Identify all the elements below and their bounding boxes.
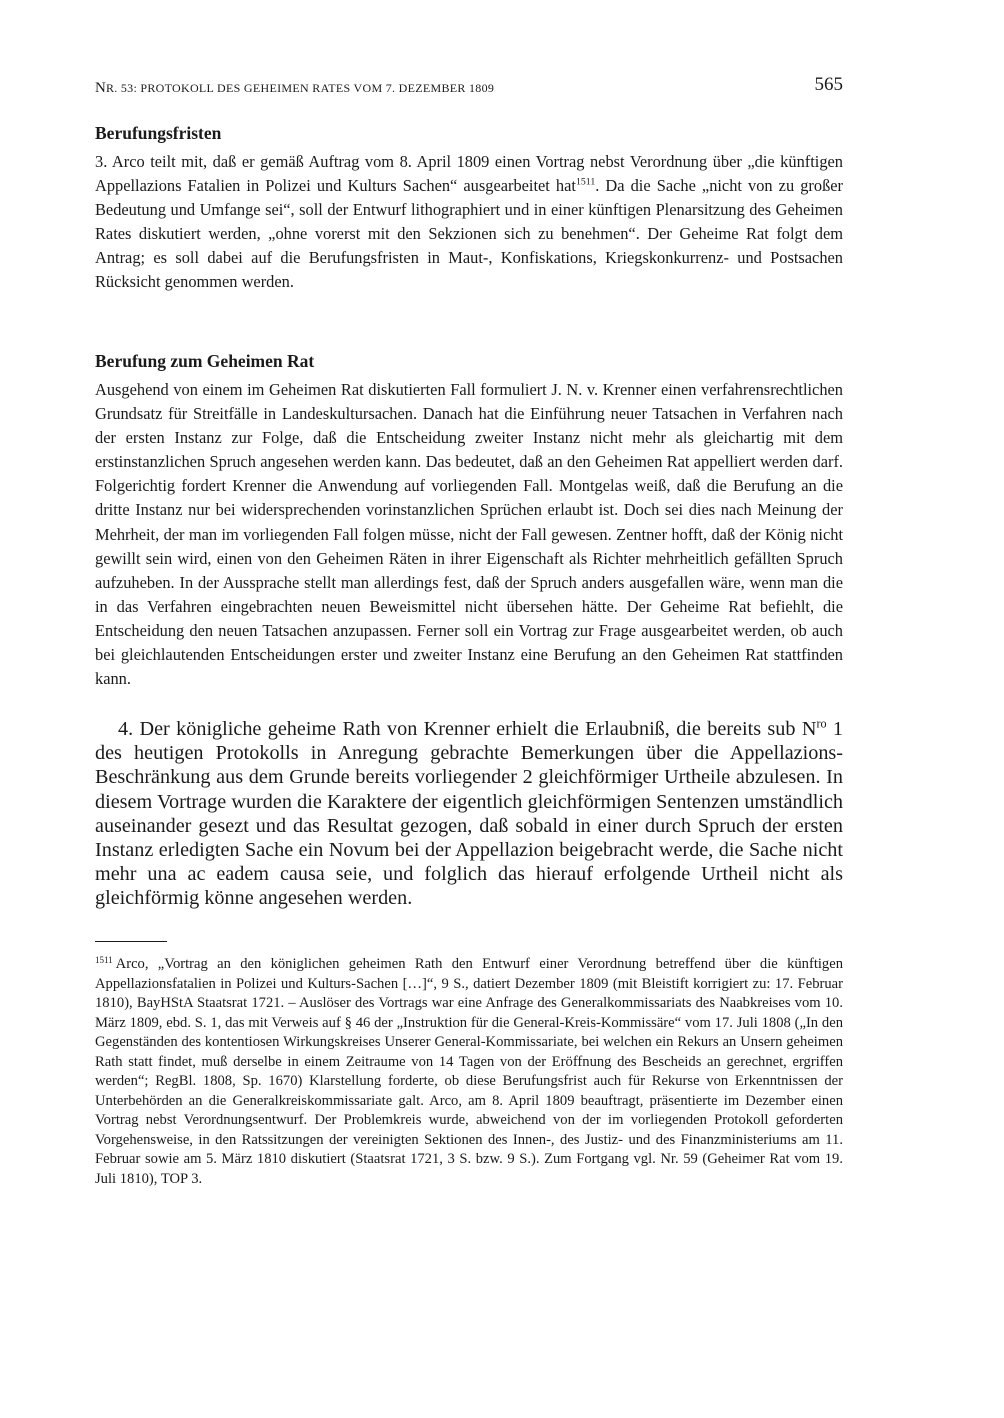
page-number: 565 — [814, 74, 843, 95]
page-header — [95, 72, 843, 102]
source-text-part1: 4. Der königliche geheime Rath von Krenner erhielt die Erlaubniß, die bereits sub N — [118, 718, 817, 740]
section-summary-berufungsfristen — [95, 150, 843, 295]
summary-text-part1: 3. Arco teilt mit, daß er gemäß Auftrag vom 8. April 1809 einen Vortrag nebst Verordnung über „die künftigen Appellazions Fatalien in Polizei und Kulturs Sachen“ ausgearbeitet hat — [95, 152, 843, 196]
protocol-source-text — [95, 717, 843, 911]
summary-text-part2: . Da die Sache „nicht von zu großer Bedeutung und Umfange sei“, soll der Entwurf lithographiert und in einer künftigen Plenarsitzung des Geheimen Rates diskutiert werden, „ohne vorerst mit den Sekzionen sich zu benehmen“. Der Geheime Rat folgt dem Antrag; es soll dabei auf die Berufungsfristen in Maut-, Konfiskations, Kriegskonkurrenz- und Postsachen Rücksicht genommen werden. — [95, 176, 844, 292]
footnote-1511 — [95, 955, 843, 1189]
section-heading-berufung-geheimer-rat: Berufung zum Geheimen Rat — [95, 351, 315, 371]
footnote-divider — [95, 941, 167, 942]
footnote-number: 1511 — [95, 955, 113, 965]
footnote-text: Arco, „Vortrag an den königlichen geheimen Rath den Entwurf einer Verordnung betreffend über die künftigen Appellazionsfatalien in Polizei und Kulturs-Sachen […]“, 9 S., datiert Dezember 1809 (mit Bleistift korrigiert zu: 17. Februar 1810), BayHStA Staatsrat 1721. – Auslöser des Vortrags war eine Anfrage des Generalkommissariats des Naabkreises vom 10. März 1809, ebd. S. 1, das mit Verweis auf § 46 der „Instruktion für die General-Kreis-Kommissäre“ vom 17. Juli 1808 („In den Gegenständen des kontentiosen Wirkungskreises Unserer General-Kommissariate, bei welchen ein Rekurs an Unsern geheimen Rath statt findet, muß derselbe in einem Zeitraume von 14 Tagen von der Eröffnung des Bescheids an gerechnet, ergriffen werden“; RegBl. 1808, Sp. 1670) Klarstellung forderte, ob diese Berufungsfrist auch für Rekurse von Erkenntnissen der Unterbehörden an die Generalkreiskommissariate galt. Arco, am 8. April 1809 beauftragt, präsentierte im Dezember einen Vortrag nebst Verordnungsentwurf. Der Problemkreis wurde, abweichend von der im vorliegenden Protokoll geforderten Vorgehensweise, in den Ratssitzungen der vereinigten Sektionen des Innen-, des Justiz- und des Finanzministeriums am 11. Februar sowie am 5. März 1810 diskutiert (Staatsrat 1721, 3 S. bzw. 9 S.). Zum Fortgang vgl. Nr. 59 (Geheimer Rat vom 19. Juli 1810), TOP 3. — [95, 956, 843, 1187]
running-head-initial: N — [95, 80, 106, 96]
running-head-small-caps: R. 53: PROTOKOLL DES GEHEIMEN RATES VOM 7. DEZEMBER 1809 — [105, 81, 495, 95]
footnote-reference: 1511 — [575, 176, 596, 188]
source-superscript: ro — [816, 716, 827, 731]
source-text-part2: 1 des heutigen Protokolls in Anregung gebrachte Bemerkungen über die Appellazions-Beschränkung aus dem Grunde bereits vorliegender 2 gleichförmiger Urtheile abzulesen. In diesem Vortrage wurden die Karaktere der eigentlich gleichförmigen Sentenzen umständlich auseinander gesezt und das Resultat gezogen, daß sobald in einer durch Spruch der ersten Instanz erledigten Sache ein Novum bei der Appellazion beigebracht werde, die Sache nicht mehr una ac eadem causa seie, und folglich das hierauf erfolgende Urtheil nicht als gleichförmig könne angesehen werden. — [95, 718, 844, 910]
running-head — [95, 80, 494, 97]
section-heading-berufungsfristen: Berufungsfristen — [95, 123, 222, 143]
section-summary-berufung-geheimer-rat: Ausgehend von einem im Geheimen Rat diskutierten Fall formuliert J. N. v. Krenner einen verfahrensrechtlichen Grundsatz für Streitfälle in Landeskultursachen. Danach hat die Einführung neuer Tatsachen in Verfahren nach der ersten Instanz zur Folge, daß die Entscheidung zweiter Instanz nicht mehr als gleichartig mit dem erstinstanzlichen Spruch angesehen werden kann. Das bedeutet, daß an den Geheimen Rat appelliert werden darf. Folgerichtig fordert Krenner die Anwendung auf vorliegenden Fall. Montgelas weiß, daß die Berufung an die dritte Instanz nur bei widersprechenden vorinstanzlichen Sprüchen erlaubt ist. Doch sei dies nach Meinung der Mehrheit, der man im vorliegenden Fall folgen müsse, nicht der Fall gewesen. Zentner hofft, daß der König nicht gewillt sein wird, einen von den Geheimen Räten in ihrer Eigenschaft als Richter mehrheitlich gefällten Spruch aufzuheben. In der Aussprache stellt man allerdings fest, daß der Spruch anders ausgefallen wäre, wenn man die in das Verfahren eingebrachten neuen Beweismittel nicht übersehen hätte. Der Geheime Rat befiehlt, die Entscheidung den neuen Tatsachen anzupassen. Ferner soll ein Vortrag zur Frage ausgearbeitet werden, ob auch bei gleichlautenden Entscheidungen erster und zweiter Instanz eine Berufung an den Geheimen Rat stattfinden kann. — [95, 380, 843, 689]
